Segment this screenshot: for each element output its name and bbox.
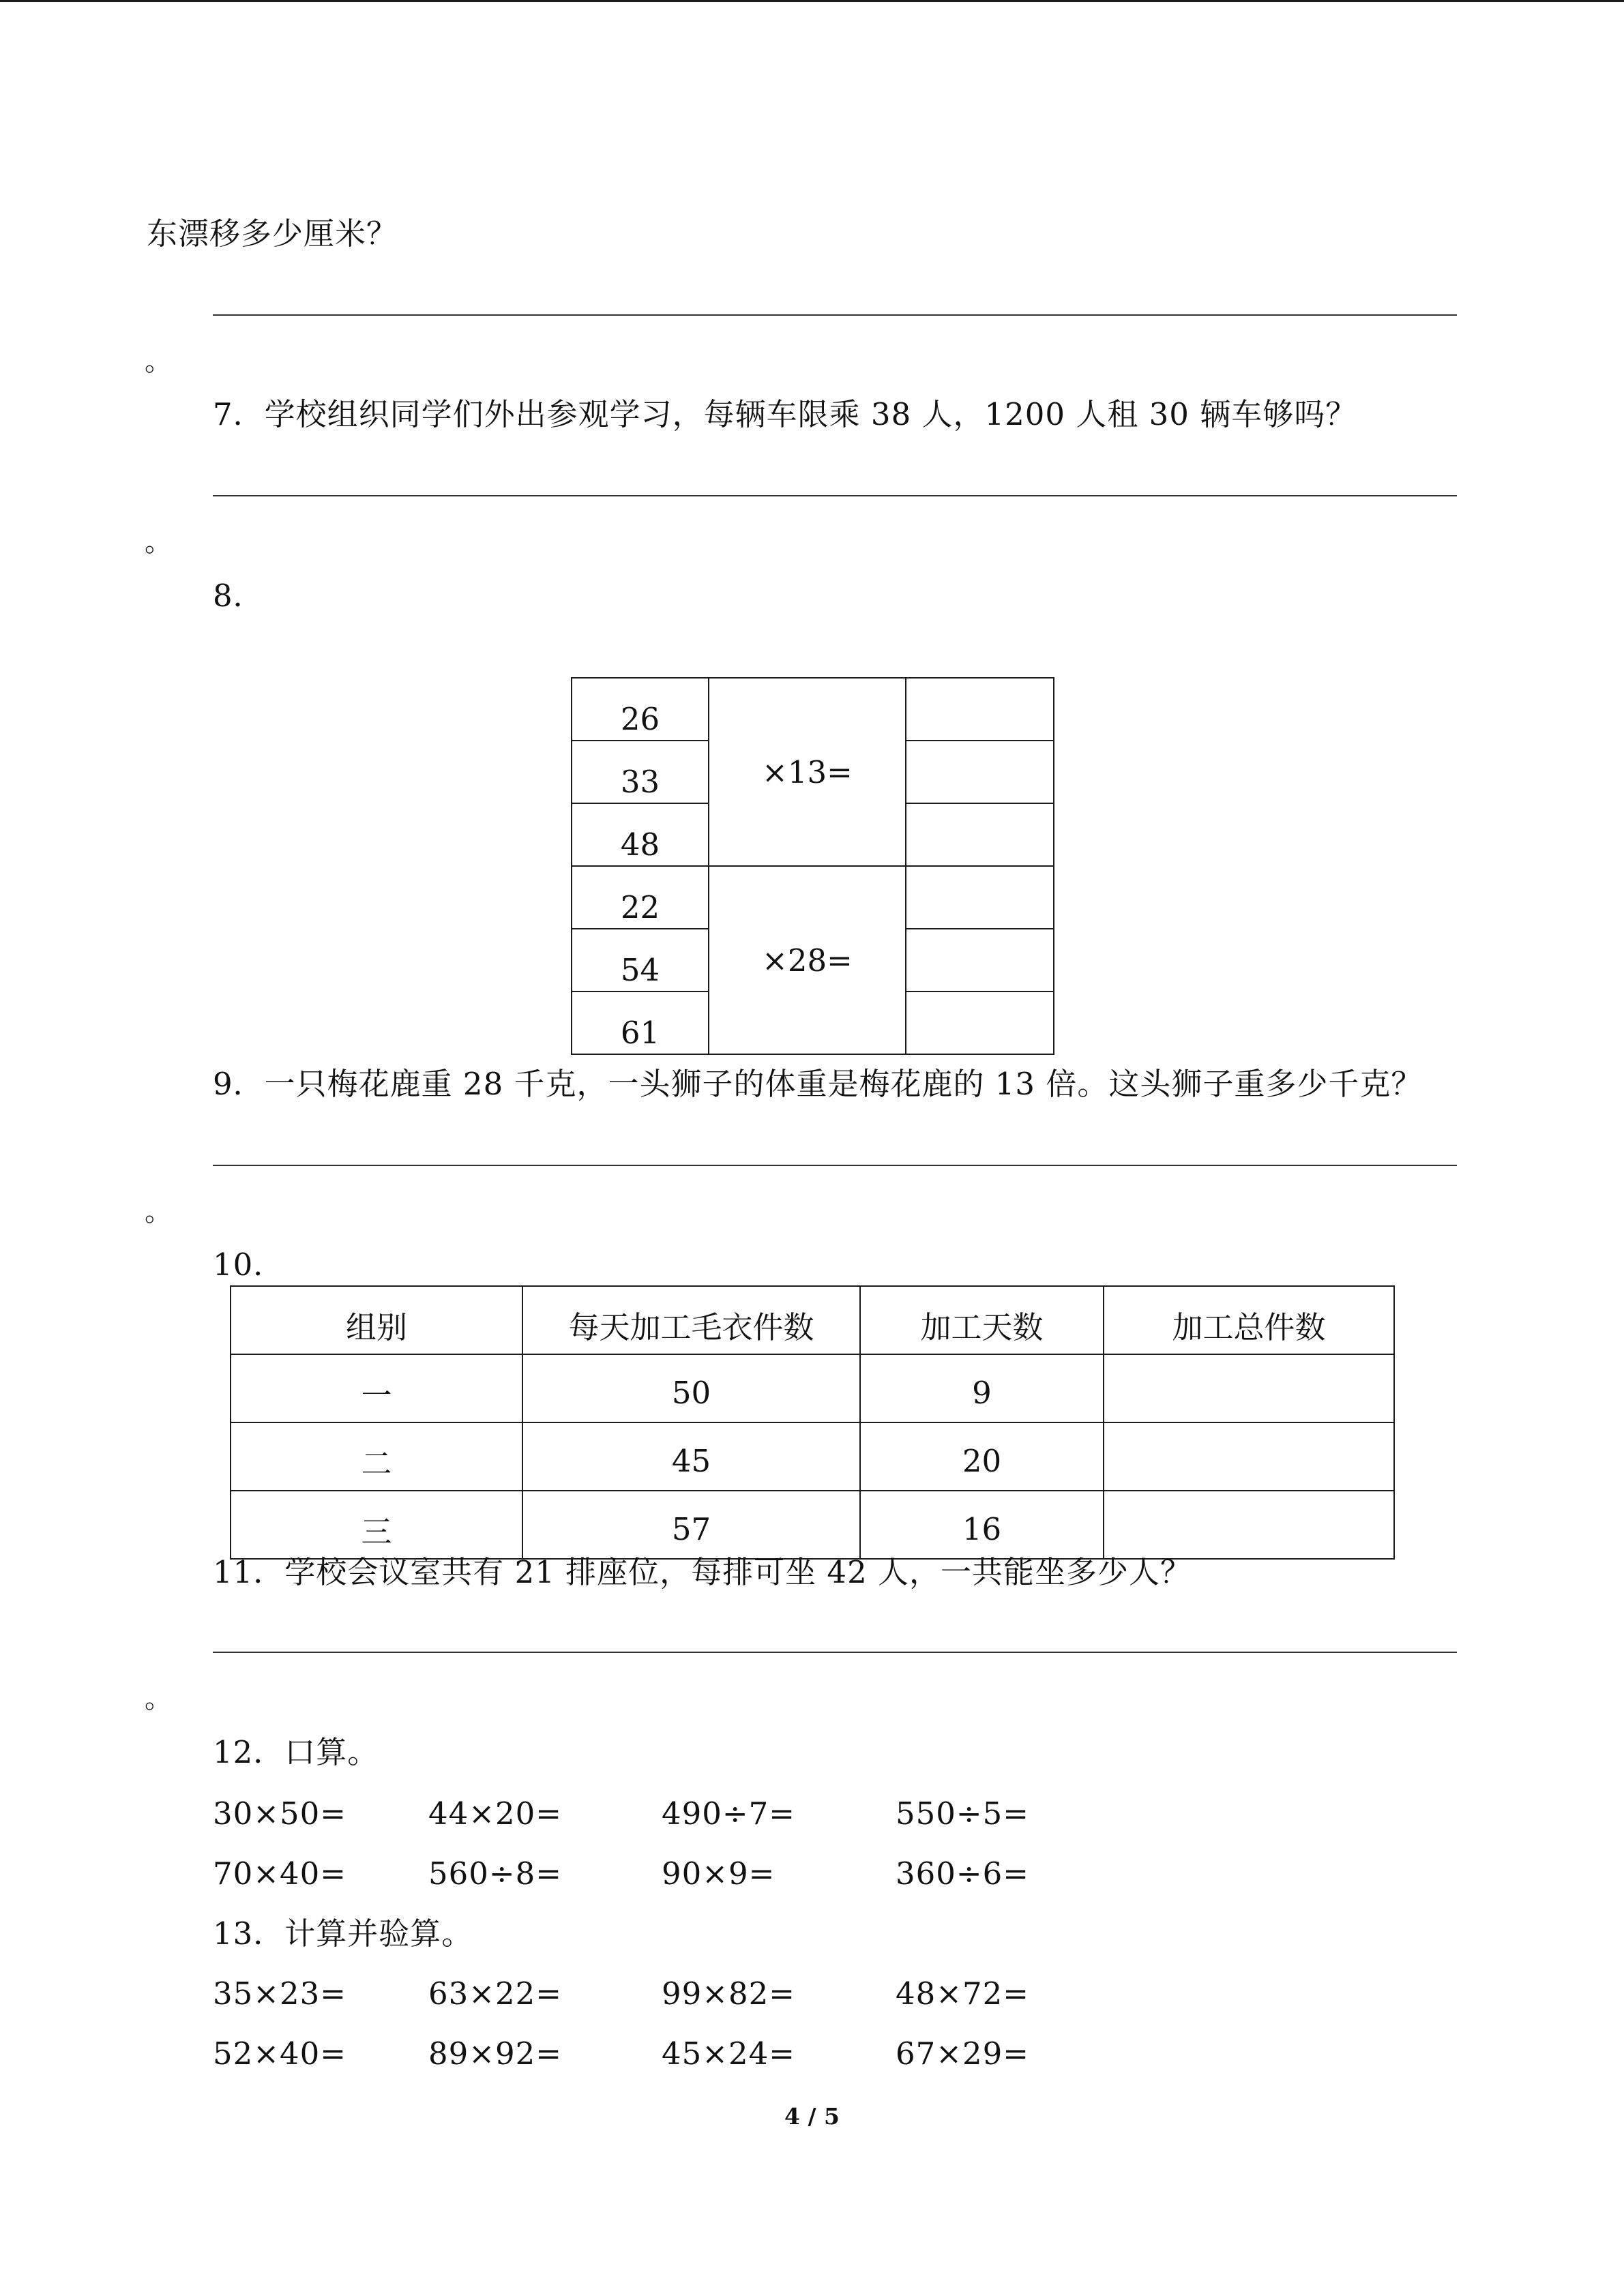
header-group: 组别 <box>231 1286 522 1354</box>
answer-line-q11 <box>213 1652 1457 1653</box>
header-daily-count: 每天加工毛衣件数 <box>522 1286 860 1354</box>
multiplicand-cell: 33 <box>572 741 709 803</box>
oral-calc-item: 90×9= <box>662 1855 776 1892</box>
question-6-continuation: 东漂移多少厘米？ <box>147 215 398 252</box>
question-13-label: 13．计算并验算。 <box>213 1915 473 1952</box>
calc-verify-item: 89×92= <box>428 2036 562 2072</box>
daily-count-cell: 50 <box>522 1354 860 1422</box>
table-row <box>231 1354 1394 1422</box>
daily-count-cell: 57 <box>522 1491 860 1559</box>
oral-calc-item: 560÷8= <box>428 1855 562 1892</box>
days-cell: 16 <box>860 1491 1104 1559</box>
answer-line-q9 <box>213 1165 1457 1166</box>
table-header-row <box>231 1286 1394 1354</box>
calc-verify-item: 35×23= <box>213 1976 346 2012</box>
days-cell: 9 <box>860 1354 1104 1422</box>
calc-verify-item: 48×72= <box>896 1976 1029 2012</box>
group-cell: 一 <box>231 1354 522 1422</box>
answer-line-q6 <box>213 314 1457 316</box>
total-answer-cell[interactable] <box>1104 1354 1394 1422</box>
multiplicand-cell: 54 <box>572 929 709 992</box>
oral-calc-item: 550÷5= <box>896 1795 1029 1832</box>
calc-verify-item: 45×24= <box>662 2036 795 2072</box>
calc-verify-item: 63×22= <box>428 1976 562 2012</box>
oral-calc-item: 490÷7= <box>662 1795 795 1832</box>
period-mark: 。 <box>145 1196 172 1227</box>
period-mark: 。 <box>145 526 172 558</box>
question-12-label: 12．口算。 <box>213 1734 379 1770</box>
oral-calc-item: 44×20= <box>428 1795 562 1832</box>
page-number: 4 / 5 <box>784 2103 840 2130</box>
answer-cell[interactable] <box>906 992 1054 1054</box>
oral-calc-item: 70×40= <box>213 1855 346 1892</box>
answer-cell[interactable] <box>906 866 1054 929</box>
multiplier-cell: ×13= <box>709 678 906 866</box>
multiplicand-cell: 48 <box>572 803 709 866</box>
table-row <box>231 1422 1394 1491</box>
calc-verify-item: 99×82= <box>662 1976 795 2012</box>
question-11: 11．学校会议室共有 21 排座位，每排可坐 42 人，一共能坐多少人？ <box>213 1554 1192 1590</box>
answer-cell[interactable] <box>906 803 1054 866</box>
multiplicand-cell: 22 <box>572 866 709 929</box>
answer-cell[interactable] <box>906 929 1054 992</box>
calc-verify-item: 52×40= <box>213 2036 346 2072</box>
multiplier-cell: ×28= <box>709 866 906 1054</box>
days-cell: 20 <box>860 1422 1104 1491</box>
header-total: 加工总件数 <box>1104 1286 1394 1354</box>
question-10-table <box>230 1285 1395 1560</box>
period-mark: 。 <box>145 1683 172 1714</box>
answer-cell[interactable] <box>906 741 1054 803</box>
question-10-label: 10． <box>213 1247 285 1283</box>
answer-cell[interactable] <box>906 678 1054 741</box>
page-top-border <box>0 0 1624 2</box>
total-answer-cell[interactable] <box>1104 1422 1394 1491</box>
multiplicand-cell: 61 <box>572 992 709 1054</box>
total-answer-cell[interactable] <box>1104 1491 1394 1559</box>
answer-line-q7 <box>213 495 1457 496</box>
question-8-table <box>571 677 1054 1055</box>
oral-calc-item: 30×50= <box>213 1795 346 1832</box>
calc-verify-item: 67×29= <box>896 2036 1029 2072</box>
table-row <box>231 1491 1394 1559</box>
question-8-label: 8． <box>213 578 265 614</box>
question-7: 7．学校组织同学们外出参观学习，每辆车限乘 38 人，1200 人租 30 辆车够吗？ <box>213 396 1357 432</box>
group-cell: 三 <box>231 1491 522 1559</box>
oral-calc-item: 360÷6= <box>896 1855 1029 1892</box>
question-9: 9．一只梅花鹿重 28 千克，一头狮子的体重是梅花鹿的 13 倍。这头狮子重多少千克？ <box>213 1066 1423 1102</box>
multiplicand-cell: 26 <box>572 678 709 741</box>
header-days: 加工天数 <box>860 1286 1104 1354</box>
daily-count-cell: 45 <box>522 1422 860 1491</box>
group-cell: 二 <box>231 1422 522 1491</box>
period-mark: 。 <box>145 346 172 377</box>
